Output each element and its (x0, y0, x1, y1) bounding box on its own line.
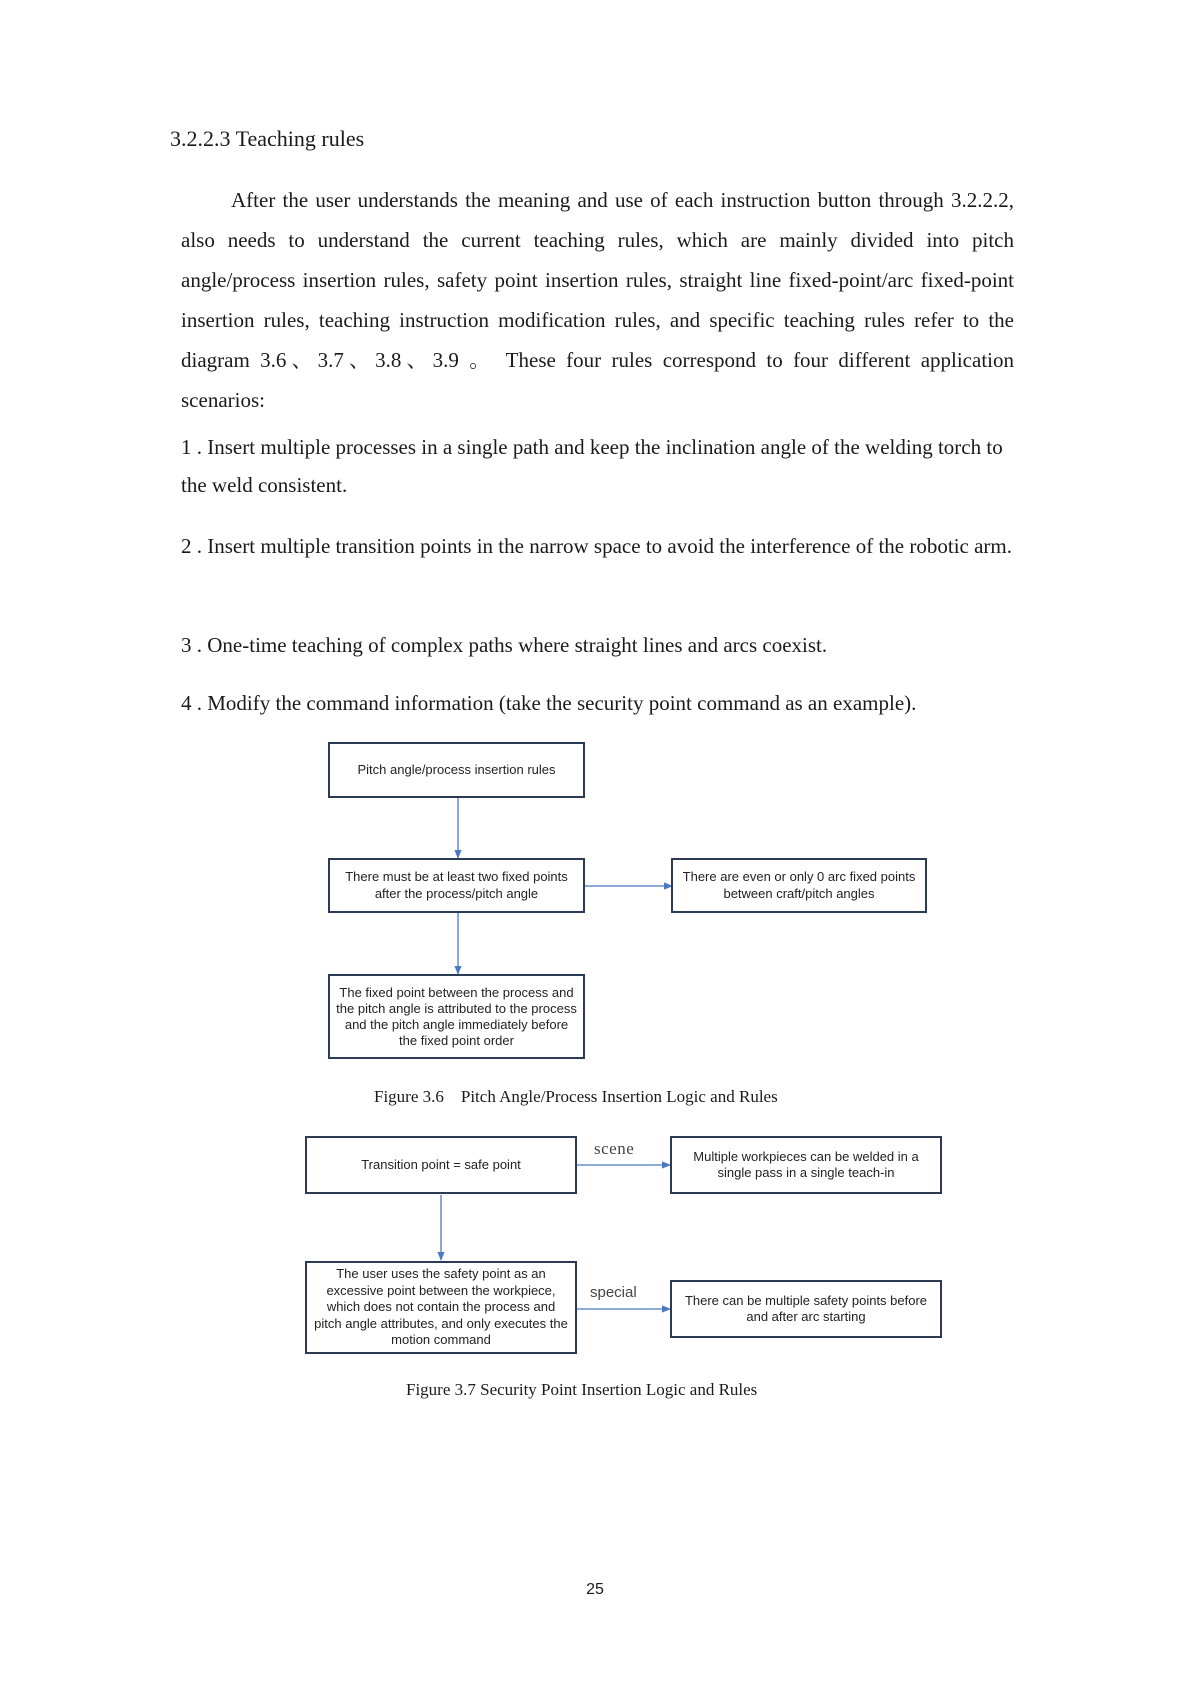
scenario-item-2: 2 . Insert multiple transition points in the narrow space to avoid the interference of the robotic arm. (181, 534, 1012, 558)
scenario-item-4: 4 . Modify the command information (take the security point command as an example). (181, 691, 917, 715)
figure-3-7-caption: Figure 3.7 Security Point Insertion Logic and Rules (406, 1380, 758, 1399)
page-number: 25 (586, 1581, 604, 1598)
node-multiple-safety-points: There can be multiple safety points before and after arc starting (670, 1280, 942, 1338)
edge-label-special: special (590, 1284, 637, 1301)
node-even-zero-arc: There are even or only 0 arc fixed points between craft/pitch angles (671, 858, 927, 913)
figure-3-6-caption: Figure 3.6 Pitch Angle/Process Insertion Logic and Rules (374, 1087, 778, 1106)
node-fixed-point-attributed: The fixed point between the process and the pitch angle is attributed to the process and the pitch angle immediately before the fixed point order (328, 974, 585, 1059)
node-multiple-workpieces: Multiple workpieces can be welded in a single pass in a single teach-in (670, 1136, 942, 1194)
node-pitch-rules: Pitch angle/process insertion rules (328, 742, 585, 798)
scenario-item-3: 3 . One-time teaching of complex paths where straight lines and arcs coexist. (181, 633, 828, 657)
node-two-fixed-points: There must be at least two fixed points after the process/pitch angle (328, 858, 585, 913)
edge-label-scene: scene (594, 1139, 635, 1158)
section-heading: 3.2.2.3 Teaching rules (170, 126, 365, 151)
intro-paragraph: After the user understands the meaning and use of each instruction button through 3.2.2.2, also needs to understand the current teaching rules, which are mainly divided into pitch angle/process insertion rules, safety point insertion rules, straight line fixed-point/arc fixed-point insertion rules, teaching instruction modification rules, and specific teaching rules refer to the diagram 3.6、3.7、3.8、3.9 。 These four rules correspond to four different application scenarios: (181, 188, 1014, 412)
scenario-item-1: 1 . Insert multiple processes in a single path and keep the inclination angle of the welding torch to the weld consistent. (181, 435, 1003, 497)
node-user-safety-point: The user uses the safety point as an excessive point between the workpiece, which does not contain the process and pitch angle attributes, and only executes the motion command (305, 1261, 577, 1354)
node-transition-safe-point: Transition point = safe point (305, 1136, 577, 1194)
